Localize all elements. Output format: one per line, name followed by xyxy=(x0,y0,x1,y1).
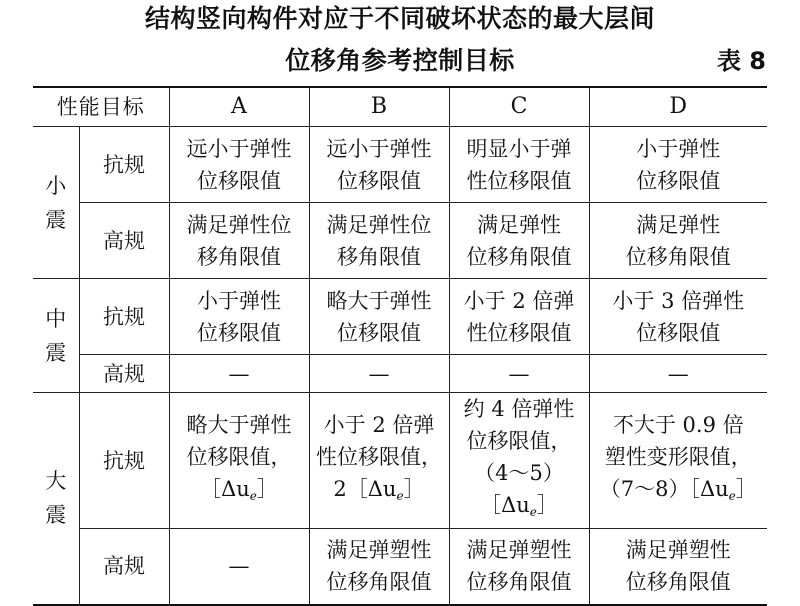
column-header-d: D xyxy=(589,87,767,127)
level-moderate-earthquake xyxy=(33,279,79,393)
cell-major-gg-c: 满足弹塑性 位移角限值 xyxy=(449,529,589,605)
table-number: 表 8 xyxy=(716,47,766,75)
cell-minor-kg-b: 远小于弹性 位移限值 xyxy=(309,127,449,203)
cell-moderate-kg-d: 小于 3 倍弹性 位移限值 xyxy=(589,279,767,355)
table-row xyxy=(33,393,767,529)
cell-moderate-gg-d: — xyxy=(589,355,767,393)
cell-major-kg-d: 不大于 0.9 倍 塑性变形限值， $(7\sim 8)[\Delta u_e]$ xyxy=(589,393,767,529)
cell-minor-gg-b: 满足弹性位 移角限值 xyxy=(309,203,449,279)
column-header-b: B xyxy=(309,87,449,127)
level-major-earthquake xyxy=(33,393,79,605)
regulation-label: 抗规 xyxy=(79,279,169,355)
level-char: 小 xyxy=(45,173,67,198)
table-row xyxy=(33,355,767,393)
cell-major-gg-d: 满足弹塑性 位移角限值 xyxy=(589,529,767,605)
table-title-line2: 位移角参考控制目标 xyxy=(285,46,515,75)
header-row xyxy=(33,87,767,127)
cell-moderate-gg-a: — xyxy=(169,355,309,393)
table-row xyxy=(33,529,767,605)
cell-moderate-kg-b: 略大于弹性 位移限值 xyxy=(309,279,449,355)
cell-minor-kg-d: 小于弹性 位移限值 xyxy=(589,127,767,203)
cell-moderate-gg-b: — xyxy=(309,355,449,393)
regulation-label: 抗规 xyxy=(79,127,169,203)
cell-moderate-kg-a: 小于弹性 位移限值 xyxy=(169,279,309,355)
table-title-line1: 结构竖向构件对应于不同破坏状态的最大层间 xyxy=(144,4,655,33)
cell-minor-gg-d: 满足弹性 位移角限值 xyxy=(589,203,767,279)
level-minor-earthquake xyxy=(33,127,79,279)
regulation-label: 高规 xyxy=(79,355,169,393)
cell-minor-kg-a: 远小于弹性 位移限值 xyxy=(169,127,309,203)
level-char: 震 xyxy=(45,207,67,232)
cell-major-kg-c: 约 4 倍弹性 位移限值， $(4\sim 5)[\Delta u_e]$ xyxy=(449,393,589,529)
cell-minor-kg-c: 明显小于弹 性位移限值 xyxy=(449,127,589,203)
level-char: 震 xyxy=(45,340,67,365)
cell-major-gg-b: 满足弹塑性 位移角限值 xyxy=(309,529,449,605)
regulation-label: 高规 xyxy=(79,203,169,279)
table-row xyxy=(33,203,767,279)
level-char: 中 xyxy=(45,306,67,331)
level-char: 震 xyxy=(45,503,67,528)
regulation-label: 抗规 xyxy=(79,393,169,529)
table-row xyxy=(33,127,767,203)
performance-target-table xyxy=(33,86,767,606)
perf-target-header: 性能目标 xyxy=(33,87,169,127)
level-char: 大 xyxy=(45,469,67,494)
column-header-a: A xyxy=(169,87,309,127)
cell-minor-gg-c: 满足弹性 位移角限值 xyxy=(449,203,589,279)
cell-major-kg-a: 略大于弹性 位移限值， $[\Delta u_e]$ xyxy=(169,393,309,529)
cell-moderate-kg-c: 小于 2 倍弹 性位移限值 xyxy=(449,279,589,355)
regulation-label: 高规 xyxy=(79,529,169,605)
cell-moderate-gg-c: — xyxy=(449,355,589,393)
table-row xyxy=(33,279,767,355)
cell-minor-gg-a: 满足弹性位 移角限值 xyxy=(169,203,309,279)
column-header-c: C xyxy=(449,87,589,127)
cell-major-gg-a: — xyxy=(169,529,309,605)
cell-major-kg-b: 小于 2 倍弹 性位移限值， $2[\Delta u_e]$ xyxy=(309,393,449,529)
